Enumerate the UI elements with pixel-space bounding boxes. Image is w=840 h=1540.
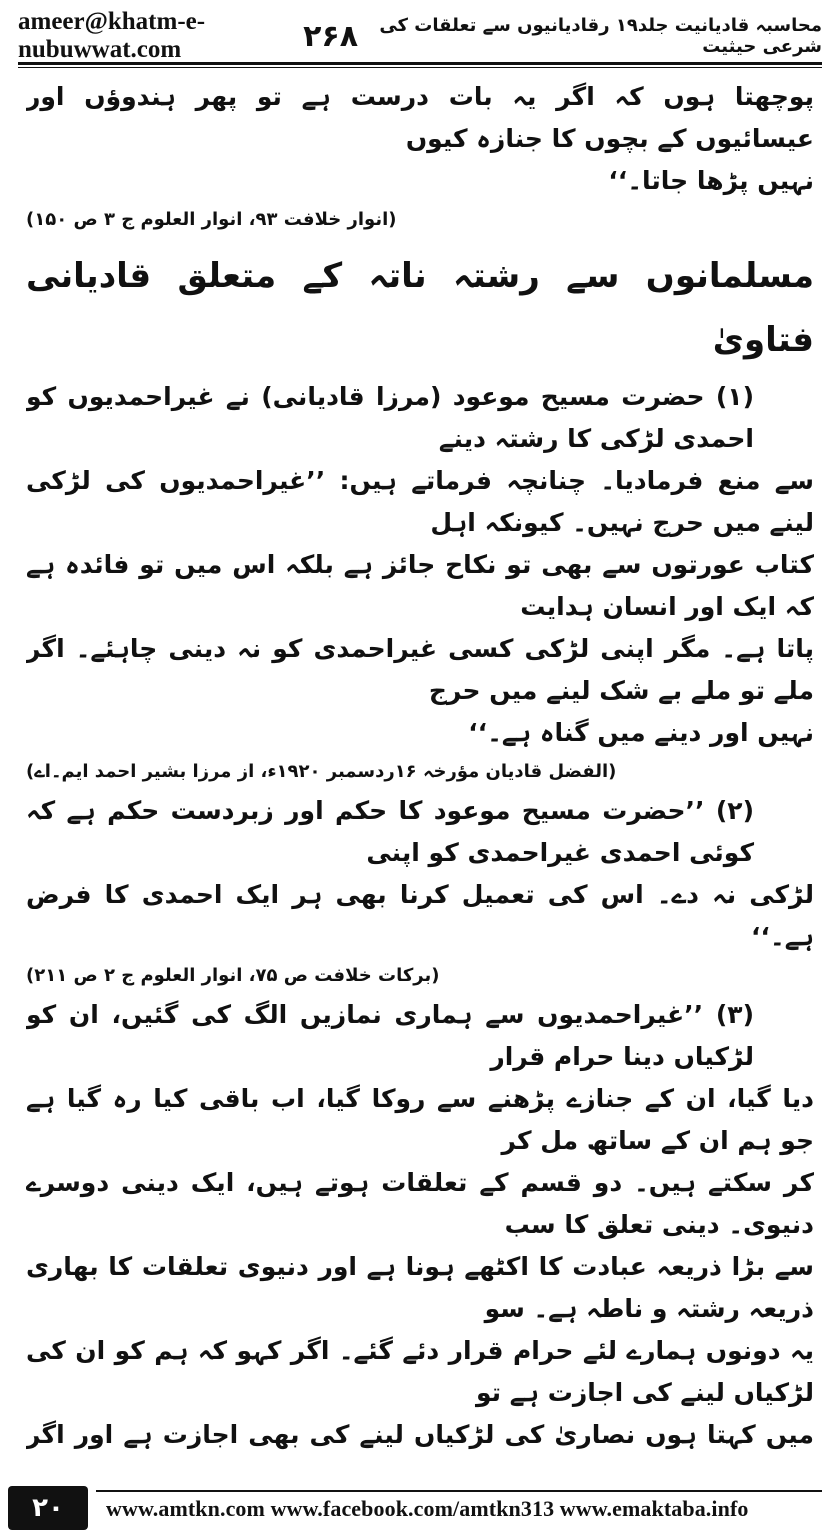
header-book-title: محاسبہ قادیانیت جلد۱۹ رقادیانیوں سے تعلقات کی شرعی حیثیت (379, 15, 822, 57)
header-divider (18, 62, 822, 68)
footer-divider (96, 1490, 822, 1492)
header-right (303, 15, 822, 57)
footer-links: www.amtkn.com www.facebook.com/amtkn313 www.emaktaba.info (106, 1496, 749, 1521)
text-line: پاتا ہے۔ مگر اپنی لڑکی کسی غیراحمدی کو نہ دینی چاہئے۔ اگر ملے تو ملے بے شک لینے میں حرج (26, 634, 814, 705)
page-header (18, 8, 822, 63)
reference-citation: (انوار خلافت ۹۳، انوار العلوم ج ۳ ص ۱۵۰) (26, 209, 397, 230)
text-line: (۲) ’’حضرت مسیح موعود کا حکم اور زبردست حکم ہے کہ کوئی احمدی غیراحمدی کو اپنی (26, 796, 754, 867)
text-line: دیا گیا، ان کے جنازے پڑھنے سے روکا گیا، اب باقی کیا رہ گیا ہے جو ہم ان کے ساتھ مل کر (26, 1084, 814, 1155)
section-heading: مسلمانوں سے رشتہ ناتہ کے متعلق قادیانی فتاویٰ (26, 256, 814, 360)
text-line: میں کہتا ہوں نصاریٰ کی لڑکیاں لینے کی بھی اجازت ہے اور اگر (26, 1420, 814, 1449)
text-line: نہیں اور دینے میں گناہ ہے۔‘‘ (468, 718, 814, 747)
text-line: نہیں پڑھا جاتا۔‘‘ (608, 166, 814, 195)
footer-page-number: ۲۰ (8, 1486, 88, 1530)
page-body (26, 76, 814, 1456)
text-line: کر سکتے ہیں۔ دو قسم کے تعلقات ہوتے ہیں، ایک دینی دوسرے دنیوی۔ دینی تعلق کا سب (26, 1168, 814, 1239)
reference-citation: (برکات خلافت ص ۷۵، انوار العلوم ج ۲ ص ۲۱۱) (26, 965, 440, 986)
page-footer (0, 1490, 840, 1532)
text-line: لڑکی نہ دے۔ اس کی تعمیل کرنا بھی ہر ایک احمدی کا فرض ہے۔‘‘ (26, 880, 814, 951)
header-email: ameer@khatm-e-nubuwwat.com (18, 8, 206, 63)
text-line: یہ دونوں ہمارے لئے حرام قرار دئے گئے۔ اگر کہو کہ ہم کو ان کی لڑکیاں لینے کی اجازت ہے تو (26, 1336, 814, 1407)
text-line: (۳) ’’غیراحمدیوں سے ہماری نمازیں الگ کی گئیں، ان کو لڑکیاں دینا حرام قرار (26, 1000, 754, 1071)
reference-citation: (الفضل قادیان مؤرخہ ۱۶ردسمبر ۱۹۲۰ء، از مرزا بشیر احمد ایم۔اے) (26, 761, 617, 782)
text-line: (۱) حضرت مسیح موعود (مرزا قادیانی) نے غیراحمدیوں کو احمدی لڑکی کا رشتہ دینے (26, 382, 754, 453)
text-line: سے منع فرمادیا۔ چنانچہ فرماتے ہیں: ’’غیراحمدیوں کی لڑکی لینے میں حرج نہیں۔ کیونکہ اہل (26, 466, 814, 537)
text-line: پوچھتا ہوں کہ اگر یہ بات درست ہے تو پھر ہندوؤں اور عیسائیوں کے بچوں کا جنازہ کیوں (26, 82, 814, 153)
header-page-number: ۲۶۸ (303, 18, 359, 54)
text-line: سے بڑا ذریعہ عبادت کا اکٹھے ہونا ہے اور دنیوی تعلقات کا بھاری ذریعہ رشتہ و ناطہ ہے۔ سو (26, 1252, 814, 1323)
text-line: کتاب عورتوں سے بھی تو نکاح جائز ہے بلکہ اس میں تو فائدہ ہے کہ ایک اور انسان ہدایت (26, 550, 814, 621)
